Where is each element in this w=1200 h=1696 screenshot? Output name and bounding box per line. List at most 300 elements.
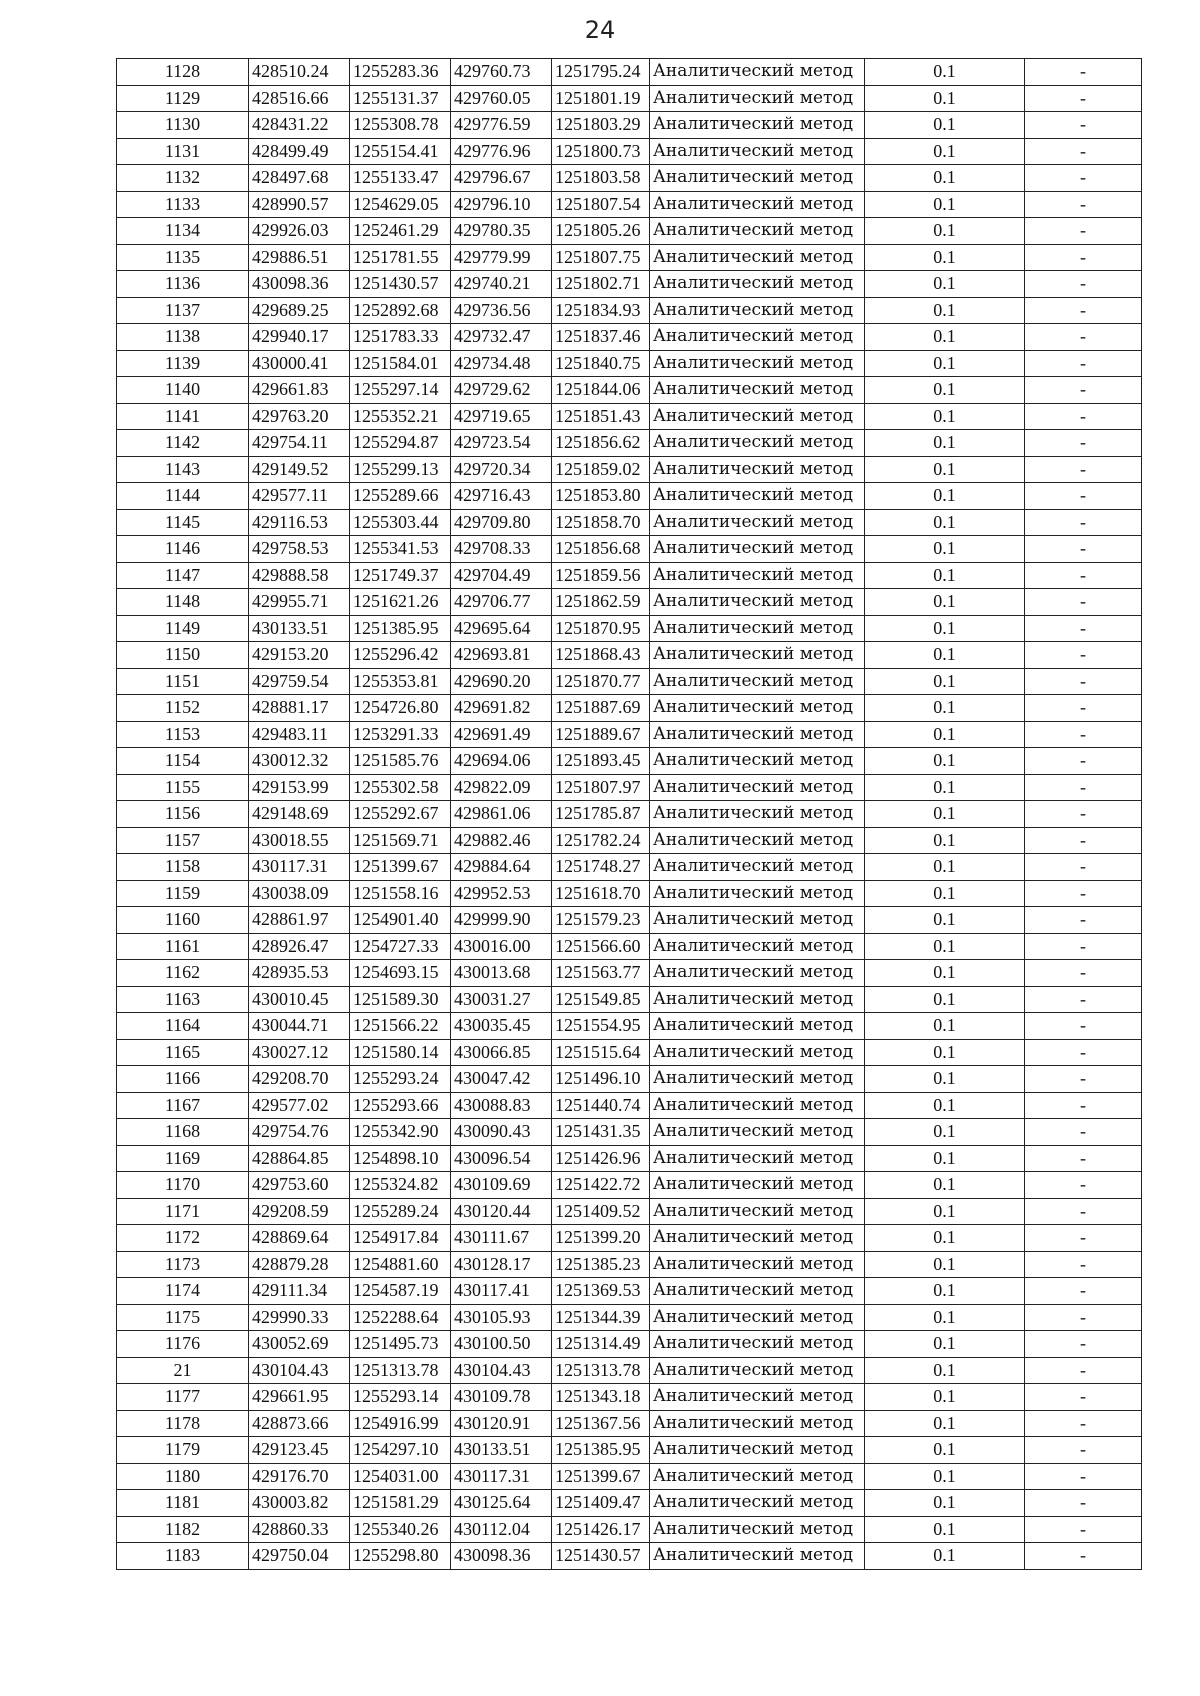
y2-cell: 1251554.95 (552, 1013, 650, 1040)
point-number-cell: 1142 (117, 430, 249, 457)
y2-cell: 1251369.53 (552, 1278, 650, 1305)
point-number-cell: 1140 (117, 377, 249, 404)
accuracy-cell: 0.1 (865, 59, 1025, 86)
y1-cell: 1254693.15 (350, 960, 451, 987)
y2-cell: 1251566.60 (552, 933, 650, 960)
point-number-cell: 1155 (117, 774, 249, 801)
method-cell: Аналитический метод (650, 933, 865, 960)
point-number-cell: 1176 (117, 1331, 249, 1358)
accuracy-cell: 0.1 (865, 85, 1025, 112)
note-cell: - (1025, 1437, 1142, 1464)
note-cell: - (1025, 1384, 1142, 1411)
method-cell: Аналитический метод (650, 907, 865, 934)
x2-cell: 429704.49 (451, 562, 552, 589)
x1-cell: 428861.97 (249, 907, 350, 934)
point-number-cell: 1143 (117, 456, 249, 483)
x1-cell: 429661.83 (249, 377, 350, 404)
y2-cell: 1251314.49 (552, 1331, 650, 1358)
y1-cell: 1255341.53 (350, 536, 451, 563)
x1-cell: 429483.11 (249, 721, 350, 748)
method-cell: Аналитический метод (650, 483, 865, 510)
x1-cell: 430104.43 (249, 1357, 350, 1384)
x2-cell: 429796.10 (451, 191, 552, 218)
x2-cell: 430105.93 (451, 1304, 552, 1331)
x1-cell: 429940.17 (249, 324, 350, 351)
table-row (117, 1543, 1142, 1570)
method-cell: Аналитический метод (650, 1066, 865, 1093)
method-cell: Аналитический метод (650, 509, 865, 536)
note-cell: - (1025, 1410, 1142, 1437)
accuracy-cell: 0.1 (865, 1251, 1025, 1278)
y2-cell: 1251426.17 (552, 1516, 650, 1543)
x2-cell: 429776.96 (451, 138, 552, 165)
y2-cell: 1251618.70 (552, 880, 650, 907)
y2-cell: 1251840.75 (552, 350, 650, 377)
x1-cell: 428926.47 (249, 933, 350, 960)
x1-cell: 429689.25 (249, 297, 350, 324)
y2-cell: 1251549.85 (552, 986, 650, 1013)
y2-cell: 1251430.57 (552, 1543, 650, 1570)
x2-cell: 430098.36 (451, 1543, 552, 1570)
x1-cell: 430052.69 (249, 1331, 350, 1358)
note-cell: - (1025, 1066, 1142, 1093)
y1-cell: 1255154.41 (350, 138, 451, 165)
x1-cell: 430117.31 (249, 854, 350, 881)
point-number-cell: 1135 (117, 244, 249, 271)
note-cell: - (1025, 880, 1142, 907)
note-cell: - (1025, 165, 1142, 192)
y1-cell: 1251399.67 (350, 854, 451, 881)
table-row (117, 1463, 1142, 1490)
point-number-cell: 1158 (117, 854, 249, 881)
x2-cell: 429884.64 (451, 854, 552, 881)
x2-cell: 430120.91 (451, 1410, 552, 1437)
note-cell: - (1025, 801, 1142, 828)
x2-cell: 429776.59 (451, 112, 552, 139)
accuracy-cell: 0.1 (865, 297, 1025, 324)
x2-cell: 430117.31 (451, 1463, 552, 1490)
note-cell: - (1025, 1013, 1142, 1040)
method-cell: Аналитический метод (650, 562, 865, 589)
method-cell: Аналитический метод (650, 1145, 865, 1172)
x2-cell: 430128.17 (451, 1251, 552, 1278)
x2-cell: 429760.05 (451, 85, 552, 112)
method-cell: Аналитический метод (650, 748, 865, 775)
method-cell: Аналитический метод (650, 1490, 865, 1517)
method-cell: Аналитический метод (650, 271, 865, 298)
x1-cell: 430027.12 (249, 1039, 350, 1066)
x1-cell: 430038.09 (249, 880, 350, 907)
x2-cell: 429760.73 (451, 59, 552, 86)
point-number-cell: 1154 (117, 748, 249, 775)
table-body (117, 59, 1142, 1570)
y1-cell: 1251581.29 (350, 1490, 451, 1517)
note-cell: - (1025, 483, 1142, 510)
y2-cell: 1251782.24 (552, 827, 650, 854)
accuracy-cell: 0.1 (865, 403, 1025, 430)
table-row (117, 1198, 1142, 1225)
y1-cell: 1255302.58 (350, 774, 451, 801)
point-number-cell: 1159 (117, 880, 249, 907)
accuracy-cell: 0.1 (865, 668, 1025, 695)
point-number-cell: 1161 (117, 933, 249, 960)
y1-cell: 1255131.37 (350, 85, 451, 112)
method-cell: Аналитический метод (650, 165, 865, 192)
accuracy-cell: 0.1 (865, 1225, 1025, 1252)
point-number-cell: 1183 (117, 1543, 249, 1570)
table-row (117, 933, 1142, 960)
table-row (117, 1145, 1142, 1172)
x2-cell: 430120.44 (451, 1198, 552, 1225)
y2-cell: 1251367.56 (552, 1410, 650, 1437)
table-row (117, 165, 1142, 192)
y1-cell: 1255352.21 (350, 403, 451, 430)
table-row (117, 1384, 1142, 1411)
point-number-cell: 1171 (117, 1198, 249, 1225)
x2-cell: 429695.64 (451, 615, 552, 642)
table-row (117, 1278, 1142, 1305)
y1-cell: 1254881.60 (350, 1251, 451, 1278)
point-number-cell: 1130 (117, 112, 249, 139)
y2-cell: 1251802.71 (552, 271, 650, 298)
note-cell: - (1025, 827, 1142, 854)
x2-cell: 429780.35 (451, 218, 552, 245)
note-cell: - (1025, 589, 1142, 616)
x1-cell: 429990.33 (249, 1304, 350, 1331)
table-row (117, 59, 1142, 86)
note-cell: - (1025, 1039, 1142, 1066)
table-row (117, 1304, 1142, 1331)
table-row (117, 1410, 1142, 1437)
y1-cell: 1252461.29 (350, 218, 451, 245)
method-cell: Аналитический метод (650, 1278, 865, 1305)
x1-cell: 428935.53 (249, 960, 350, 987)
accuracy-cell: 0.1 (865, 1331, 1025, 1358)
x1-cell: 429886.51 (249, 244, 350, 271)
table-row (117, 1013, 1142, 1040)
point-number-cell: 1173 (117, 1251, 249, 1278)
y1-cell: 1254917.84 (350, 1225, 451, 1252)
x2-cell: 430016.00 (451, 933, 552, 960)
accuracy-cell: 0.1 (865, 483, 1025, 510)
point-number-cell: 1165 (117, 1039, 249, 1066)
method-cell: Аналитический метод (650, 1304, 865, 1331)
x1-cell: 428881.17 (249, 695, 350, 722)
x1-cell: 429888.58 (249, 562, 350, 589)
x1-cell: 428879.28 (249, 1251, 350, 1278)
y1-cell: 1254297.10 (350, 1437, 451, 1464)
y1-cell: 1251749.37 (350, 562, 451, 589)
note-cell: - (1025, 430, 1142, 457)
note-cell: - (1025, 350, 1142, 377)
x2-cell: 430112.04 (451, 1516, 552, 1543)
method-cell: Аналитический метод (650, 85, 865, 112)
y2-cell: 1251785.87 (552, 801, 650, 828)
x1-cell: 429123.45 (249, 1437, 350, 1464)
accuracy-cell: 0.1 (865, 695, 1025, 722)
y2-cell: 1251805.26 (552, 218, 650, 245)
note-cell: - (1025, 748, 1142, 775)
note-cell: - (1025, 1543, 1142, 1570)
note-cell: - (1025, 1145, 1142, 1172)
y2-cell: 1251862.59 (552, 589, 650, 616)
note-cell: - (1025, 615, 1142, 642)
point-number-cell: 1136 (117, 271, 249, 298)
y2-cell: 1251344.39 (552, 1304, 650, 1331)
point-number-cell: 1166 (117, 1066, 249, 1093)
method-cell: Аналитический метод (650, 456, 865, 483)
x1-cell: 428497.68 (249, 165, 350, 192)
note-cell: - (1025, 1304, 1142, 1331)
point-number-cell: 1162 (117, 960, 249, 987)
x2-cell: 429709.80 (451, 509, 552, 536)
accuracy-cell: 0.1 (865, 1278, 1025, 1305)
note-cell: - (1025, 1357, 1142, 1384)
y1-cell: 1251584.01 (350, 350, 451, 377)
accuracy-cell: 0.1 (865, 1119, 1025, 1146)
point-number-cell: 1138 (117, 324, 249, 351)
table-row (117, 721, 1142, 748)
x2-cell: 429822.09 (451, 774, 552, 801)
y2-cell: 1251399.67 (552, 1463, 650, 1490)
method-cell: Аналитический метод (650, 668, 865, 695)
x1-cell: 429926.03 (249, 218, 350, 245)
table-row (117, 1119, 1142, 1146)
y1-cell: 1255298.80 (350, 1543, 451, 1570)
accuracy-cell: 0.1 (865, 1490, 1025, 1517)
y2-cell: 1251853.80 (552, 483, 650, 510)
note-cell: - (1025, 960, 1142, 987)
table-row (117, 509, 1142, 536)
point-number-cell: 1169 (117, 1145, 249, 1172)
accuracy-cell: 0.1 (865, 1516, 1025, 1543)
accuracy-cell: 0.1 (865, 1304, 1025, 1331)
accuracy-cell: 0.1 (865, 1066, 1025, 1093)
table-row (117, 960, 1142, 987)
table-row (117, 350, 1142, 377)
point-number-cell: 1178 (117, 1410, 249, 1437)
method-cell: Аналитический метод (650, 960, 865, 987)
point-number-cell: 1177 (117, 1384, 249, 1411)
y1-cell: 1255293.66 (350, 1092, 451, 1119)
x2-cell: 429716.43 (451, 483, 552, 510)
method-cell: Аналитический метод (650, 695, 865, 722)
table-row (117, 854, 1142, 881)
y2-cell: 1251515.64 (552, 1039, 650, 1066)
method-cell: Аналитический метод (650, 1437, 865, 1464)
accuracy-cell: 0.1 (865, 1543, 1025, 1570)
y2-cell: 1251385.95 (552, 1437, 650, 1464)
accuracy-cell: 0.1 (865, 1172, 1025, 1199)
y2-cell: 1251748.27 (552, 854, 650, 881)
note-cell: - (1025, 456, 1142, 483)
method-cell: Аналитический метод (650, 377, 865, 404)
table-row (117, 827, 1142, 854)
accuracy-cell: 0.1 (865, 350, 1025, 377)
y2-cell: 1251851.43 (552, 403, 650, 430)
note-cell: - (1025, 1198, 1142, 1225)
accuracy-cell: 0.1 (865, 854, 1025, 881)
method-cell: Аналитический метод (650, 801, 865, 828)
table-row (117, 1066, 1142, 1093)
y2-cell: 1251422.72 (552, 1172, 650, 1199)
table-row (117, 85, 1142, 112)
x2-cell: 429694.06 (451, 748, 552, 775)
y1-cell: 1255308.78 (350, 112, 451, 139)
method-cell: Аналитический метод (650, 1092, 865, 1119)
point-number-cell: 1145 (117, 509, 249, 536)
y1-cell: 1255289.24 (350, 1198, 451, 1225)
x1-cell: 429754.11 (249, 430, 350, 457)
table-row (117, 112, 1142, 139)
accuracy-cell: 0.1 (865, 748, 1025, 775)
accuracy-cell: 0.1 (865, 801, 1025, 828)
y1-cell: 1251558.16 (350, 880, 451, 907)
y1-cell: 1251430.57 (350, 271, 451, 298)
method-cell: Аналитический метод (650, 324, 865, 351)
x2-cell: 429720.34 (451, 456, 552, 483)
accuracy-cell: 0.1 (865, 112, 1025, 139)
y2-cell: 1251496.10 (552, 1066, 650, 1093)
point-number-cell: 1141 (117, 403, 249, 430)
method-cell: Аналитический метод (650, 986, 865, 1013)
x2-cell: 430125.64 (451, 1490, 552, 1517)
y1-cell: 1254727.33 (350, 933, 451, 960)
x1-cell: 429759.54 (249, 668, 350, 695)
x2-cell: 429861.06 (451, 801, 552, 828)
method-cell: Аналитический метод (650, 218, 865, 245)
method-cell: Аналитический метод (650, 1516, 865, 1543)
accuracy-cell: 0.1 (865, 1198, 1025, 1225)
method-cell: Аналитический метод (650, 1119, 865, 1146)
y1-cell: 1251385.95 (350, 615, 451, 642)
x1-cell: 429149.52 (249, 456, 350, 483)
accuracy-cell: 0.1 (865, 244, 1025, 271)
table-row (117, 774, 1142, 801)
accuracy-cell: 0.1 (865, 642, 1025, 669)
x1-cell: 429153.99 (249, 774, 350, 801)
method-cell: Аналитический метод (650, 1463, 865, 1490)
y2-cell: 1251313.78 (552, 1357, 650, 1384)
table-row (117, 377, 1142, 404)
accuracy-cell: 0.1 (865, 138, 1025, 165)
y2-cell: 1251887.69 (552, 695, 650, 722)
method-cell: Аналитический метод (650, 1172, 865, 1199)
method-cell: Аналитический метод (650, 430, 865, 457)
method-cell: Аналитический метод (650, 1331, 865, 1358)
note-cell: - (1025, 1172, 1142, 1199)
table-row (117, 907, 1142, 934)
point-number-cell: 1167 (117, 1092, 249, 1119)
x2-cell: 430109.78 (451, 1384, 552, 1411)
y2-cell: 1251343.18 (552, 1384, 650, 1411)
table-row (117, 1251, 1142, 1278)
accuracy-cell: 0.1 (865, 933, 1025, 960)
accuracy-cell: 0.1 (865, 271, 1025, 298)
note-cell: - (1025, 509, 1142, 536)
x1-cell: 430098.36 (249, 271, 350, 298)
x2-cell: 429779.99 (451, 244, 552, 271)
x2-cell: 430047.42 (451, 1066, 552, 1093)
y1-cell: 1251313.78 (350, 1357, 451, 1384)
y2-cell: 1251893.45 (552, 748, 650, 775)
x1-cell: 429153.20 (249, 642, 350, 669)
accuracy-cell: 0.1 (865, 191, 1025, 218)
accuracy-cell: 0.1 (865, 1357, 1025, 1384)
x2-cell: 429734.48 (451, 350, 552, 377)
x2-cell: 429691.49 (451, 721, 552, 748)
x2-cell: 430096.54 (451, 1145, 552, 1172)
x1-cell: 430012.32 (249, 748, 350, 775)
y2-cell: 1251868.43 (552, 642, 650, 669)
x1-cell: 428873.66 (249, 1410, 350, 1437)
note-cell: - (1025, 668, 1142, 695)
x1-cell: 430018.55 (249, 827, 350, 854)
method-cell: Аналитический метод (650, 1384, 865, 1411)
y2-cell: 1251426.96 (552, 1145, 650, 1172)
y2-cell: 1251856.68 (552, 536, 650, 563)
y2-cell: 1251844.06 (552, 377, 650, 404)
x1-cell: 429758.53 (249, 536, 350, 563)
x1-cell: 428499.49 (249, 138, 350, 165)
y1-cell: 1255296.42 (350, 642, 451, 669)
point-number-cell: 1134 (117, 218, 249, 245)
method-cell: Аналитический метод (650, 244, 865, 271)
accuracy-cell: 0.1 (865, 1092, 1025, 1119)
table-row (117, 562, 1142, 589)
method-cell: Аналитический метод (650, 1410, 865, 1437)
y2-cell: 1251889.67 (552, 721, 650, 748)
y1-cell: 1251585.76 (350, 748, 451, 775)
note-cell: - (1025, 774, 1142, 801)
point-number-cell: 1129 (117, 85, 249, 112)
note-cell: - (1025, 112, 1142, 139)
accuracy-cell: 0.1 (865, 880, 1025, 907)
y1-cell: 1254587.19 (350, 1278, 451, 1305)
x1-cell: 429148.69 (249, 801, 350, 828)
x1-cell: 428990.57 (249, 191, 350, 218)
y2-cell: 1251807.54 (552, 191, 650, 218)
table-row (117, 880, 1142, 907)
x1-cell: 430133.51 (249, 615, 350, 642)
x2-cell: 430117.41 (451, 1278, 552, 1305)
method-cell: Аналитический метод (650, 854, 865, 881)
note-cell: - (1025, 218, 1142, 245)
y1-cell: 1255133.47 (350, 165, 451, 192)
y2-cell: 1251563.77 (552, 960, 650, 987)
table-row (117, 1437, 1142, 1464)
method-cell: Аналитический метод (650, 1357, 865, 1384)
accuracy-cell: 0.1 (865, 430, 1025, 457)
point-number-cell: 1149 (117, 615, 249, 642)
x2-cell: 430066.85 (451, 1039, 552, 1066)
table-row (117, 1225, 1142, 1252)
x1-cell: 429754.76 (249, 1119, 350, 1146)
y1-cell: 1254629.05 (350, 191, 451, 218)
y2-cell: 1251440.74 (552, 1092, 650, 1119)
x2-cell: 430090.43 (451, 1119, 552, 1146)
point-number-cell: 1139 (117, 350, 249, 377)
table-row (117, 271, 1142, 298)
method-cell: Аналитический метод (650, 827, 865, 854)
note-cell: - (1025, 907, 1142, 934)
x1-cell: 428860.33 (249, 1516, 350, 1543)
note-cell: - (1025, 244, 1142, 271)
point-number-cell: 1164 (117, 1013, 249, 1040)
x1-cell: 429208.59 (249, 1198, 350, 1225)
table-row (117, 138, 1142, 165)
table-row (117, 1039, 1142, 1066)
